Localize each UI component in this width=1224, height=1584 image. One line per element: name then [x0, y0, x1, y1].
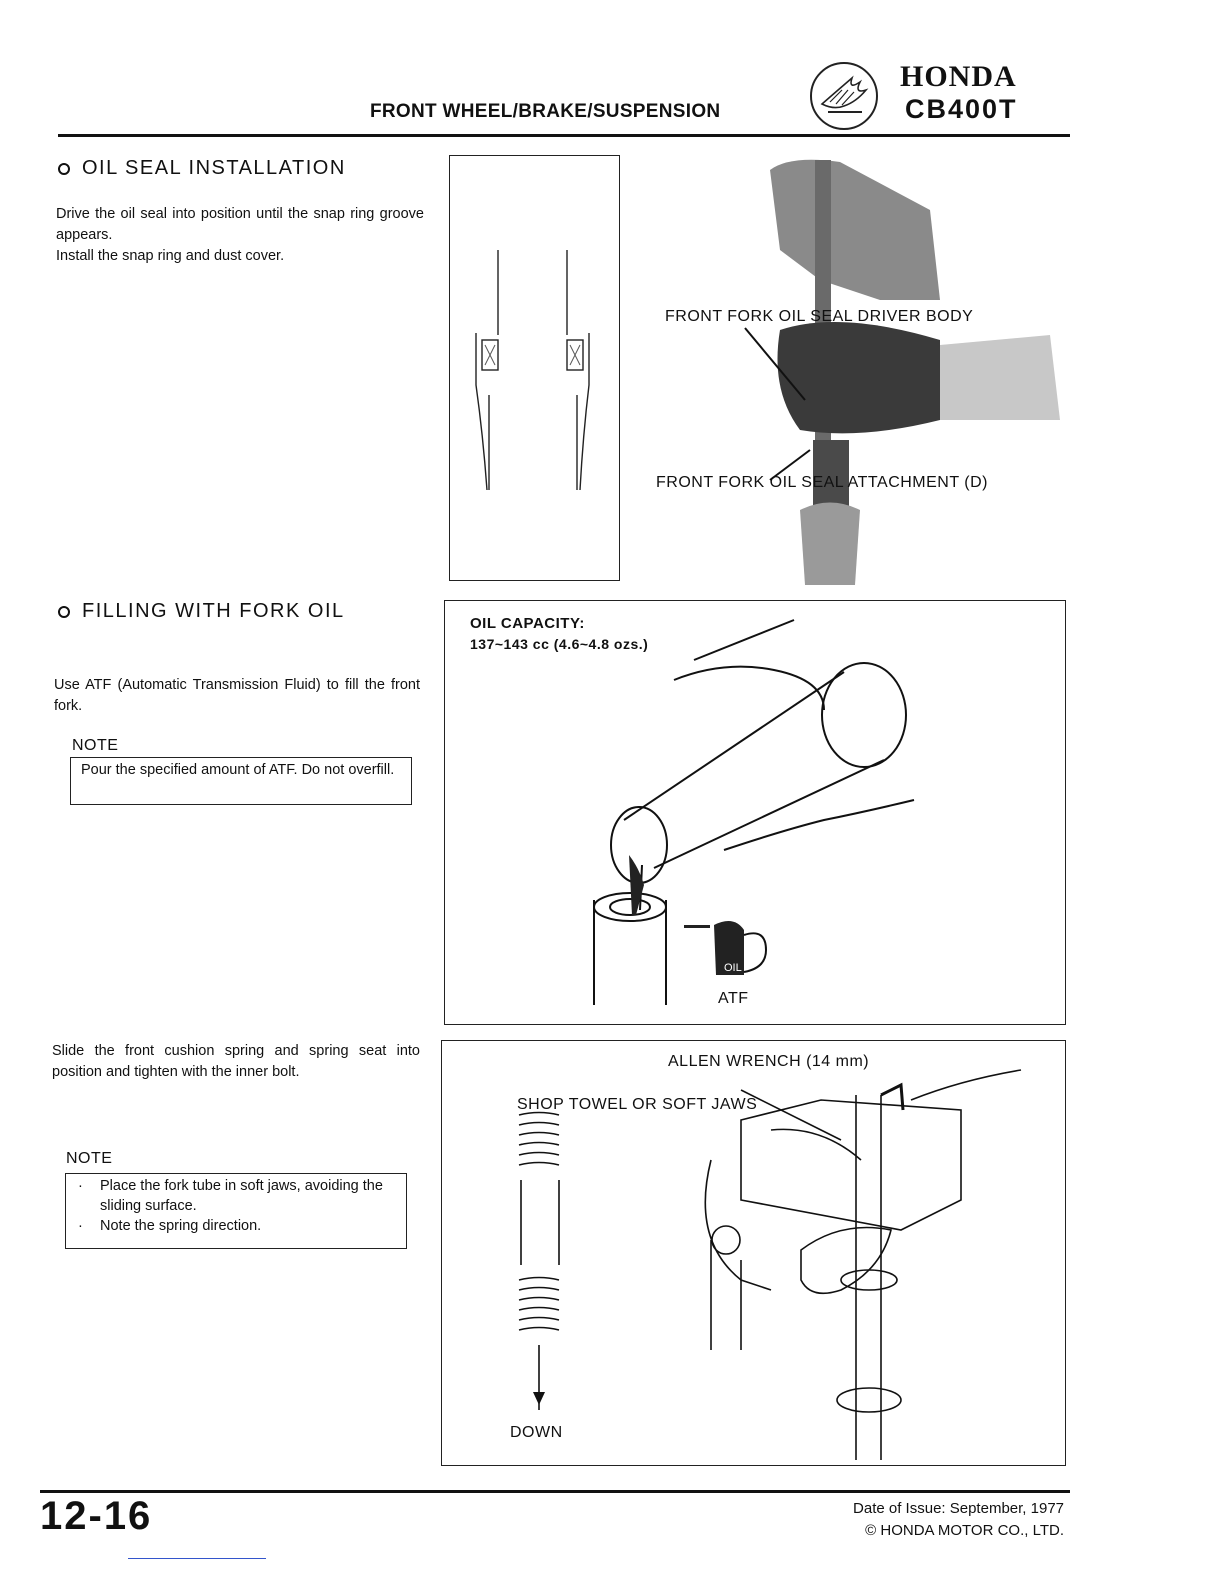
copyright: © HONDA MOTOR CO., LTD.	[865, 1522, 1064, 1539]
issue-date: Date of Issue: September, 1977	[853, 1500, 1064, 1517]
spring-note-item: · Note the spring direction.	[76, 1216, 396, 1236]
spring-note-label: NOTE	[66, 1150, 113, 1167]
oil-seal-heading: OIL SEAL INSTALLATION	[58, 157, 346, 180]
header-rule	[58, 134, 1070, 137]
atf-label: ATF	[718, 990, 749, 1007]
filling-text: Use ATF (Automatic Transmission Fluid) to fill the front fork.	[54, 677, 420, 714]
filling-note-label: NOTE	[72, 737, 119, 754]
filling-heading: FILLING WITH FORK OIL	[58, 600, 345, 623]
spring-text: Slide the front cushion spring and spring seat into position and tighten with the inner bolt.	[52, 1043, 420, 1080]
spring-note-box	[65, 1173, 407, 1249]
page-section-title: FRONT WHEEL/BRAKE/SUSPENSION	[370, 101, 721, 122]
fork-section-drawing	[449, 155, 620, 581]
driver-body-label: FRONT FORK OIL SEAL DRIVER BODY	[665, 308, 974, 325]
shop-towel-label: SHOP TOWEL OR SOFT JAWS	[517, 1096, 758, 1113]
down-label: DOWN	[510, 1424, 563, 1441]
link-underline	[128, 1558, 266, 1559]
brand-name: HONDA	[900, 60, 1017, 93]
model-name: CB400T	[905, 94, 1018, 124]
bullet-icon	[58, 606, 70, 618]
oil-capacity-title: OIL CAPACITY:	[470, 615, 585, 632]
allen-wrench-label: ALLEN WRENCH (14 mm)	[668, 1053, 870, 1070]
spring-note-item: · Place the fork tube in soft jaws, avoiding the sliding surface.	[76, 1176, 396, 1216]
footer-info	[800, 1498, 1064, 1542]
footer-rule	[40, 1490, 1070, 1493]
bullet-icon	[58, 163, 70, 175]
page-number: 12-16	[40, 1494, 153, 1538]
attachment-label: FRONT FORK OIL SEAL ATTACHMENT (D)	[656, 474, 988, 491]
oil-capacity-value: 137~143 cc (4.6~4.8 ozs.)	[470, 636, 649, 652]
oil-can-label: OIL	[724, 962, 742, 974]
honda-wing-logo-icon	[808, 60, 880, 132]
oil-seal-driver-photo	[640, 150, 1060, 585]
oil-seal-text: Drive the oil seal into position until the snap ring groove appears. Install the snap ring and dust cover.	[56, 206, 424, 264]
filling-note-text: Pour the specified amount of ATF. Do not overfill.	[81, 762, 395, 778]
filling-note-box	[70, 757, 412, 805]
oil-filling-drawing	[444, 600, 1066, 1025]
